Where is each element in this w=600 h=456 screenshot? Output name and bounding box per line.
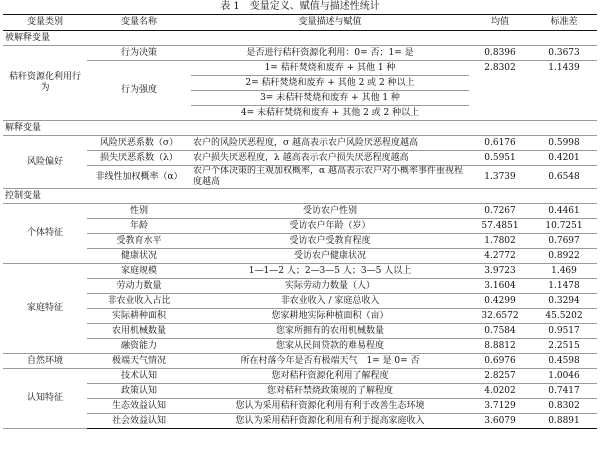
var-mean: 3.6079 — [469, 414, 531, 429]
table-row — [3, 339, 597, 354]
var-name: 非线性加权概率（α） — [87, 166, 191, 189]
var-mean: 0.6176 — [469, 136, 531, 151]
var-name: 极端天气情况 — [87, 354, 191, 369]
var-name: 政策认知 — [87, 384, 191, 399]
var-mean: 0.7584 — [469, 324, 531, 339]
var-name: 家庭规模 — [87, 264, 191, 279]
table-row — [3, 61, 597, 76]
var-mean: 8.8812 — [469, 339, 531, 354]
var-mean: 0.5951 — [469, 151, 531, 166]
group-cognition: 认知特征 — [3, 369, 87, 429]
table-row — [3, 354, 597, 369]
group-family: 家庭特征 — [3, 264, 87, 354]
var-name: 风险厌恶系数（σ） — [87, 136, 191, 151]
var-sd: 1.469 — [531, 264, 597, 279]
table-row — [3, 219, 597, 234]
group-risk: 风险偏好 — [3, 136, 87, 189]
var-sd: 1.1478 — [531, 279, 597, 294]
var-desc: 4= 未秸秆焚烧和废弃 + 其他 2 或 2 种以上 — [191, 106, 469, 121]
table-row — [3, 151, 597, 166]
var-desc: 您家所拥有的农用机械数量 — [191, 324, 469, 339]
var-desc: 您家耕地实际种植面积（亩） — [191, 309, 469, 324]
var-mean: 2.8257 — [469, 369, 531, 384]
table-header-row — [3, 15, 597, 31]
table-row — [3, 279, 597, 294]
var-sd: 0.8302 — [531, 399, 597, 414]
var-desc: 受访农户受教育程度 — [191, 234, 469, 249]
var-sd: 0.5998 — [531, 136, 597, 151]
var-desc: 所在村落今年是否有极端天气 1= 是 0= 否 — [191, 354, 469, 369]
var-desc: 农户的风险厌恶程度，σ 越高表示农户风险厌恶程度越高 — [191, 136, 469, 151]
header-description: 变量描述与赋值 — [191, 15, 469, 31]
table-row — [3, 204, 597, 219]
header-name: 变量名称 — [87, 15, 191, 31]
var-name: 实际耕种面积 — [87, 309, 191, 324]
var-sd: 0.3294 — [531, 294, 597, 309]
var-name: 受教育水平 — [87, 234, 191, 249]
var-sd: 0.7417 — [531, 384, 597, 399]
var-name: 非农业收入占比 — [87, 294, 191, 309]
var-desc: 实际劳动力数量（人） — [191, 279, 469, 294]
var-desc: 2= 秸秆焚烧和废弃 + 其他 2 或 2 种以上 — [191, 76, 469, 91]
section-control: 控制变量 — [3, 189, 597, 204]
var-mean: 0.8396 — [469, 46, 531, 61]
var-name: 损失厌恶系数（λ） — [87, 151, 191, 166]
var-desc: 受访农户健康状况 — [191, 249, 469, 264]
var-sd: 0.8922 — [531, 249, 597, 264]
var-sd: 1.0046 — [531, 369, 597, 384]
var-mean: 0.4299 — [469, 294, 531, 309]
var-name: 融资能力 — [87, 339, 191, 354]
var-sd: 0.6548 — [531, 166, 597, 189]
table-row — [3, 369, 597, 384]
table-row — [3, 234, 597, 249]
header-mean: 均值 — [469, 15, 531, 31]
var-sd: 0.8891 — [531, 414, 597, 429]
table-row — [3, 249, 597, 264]
section-row — [3, 31, 597, 46]
var-mean: 3.7129 — [469, 399, 531, 414]
var-sd: 0.9517 — [531, 324, 597, 339]
var-desc: 受访农户性别 — [191, 204, 469, 219]
var-desc: 农户损失厌恶程度，λ 越高表示农户损失厌恶程度越高 — [191, 151, 469, 166]
var-desc: 3= 未秸秆焚烧和废弃 + 其他 1 种 — [191, 91, 469, 106]
group-behavior: 秸秆资源化利用行为 — [3, 46, 87, 121]
var-sd: 0.3673 — [531, 46, 597, 61]
var-desc: 1—1—2 人；2—3—5 人；3—5 人以上 — [191, 264, 469, 279]
var-name: 生态效益认知 — [87, 399, 191, 414]
group-nature: 自然环境 — [3, 354, 87, 369]
var-desc: 农户个体决策的主观加权概率，α 越高表示农户对小概率事件重视程度越高 — [191, 166, 469, 189]
table-row — [3, 309, 597, 324]
var-mean: 1.7802 — [469, 234, 531, 249]
section-explanatory: 解释变量 — [3, 121, 597, 136]
table-row — [3, 414, 597, 429]
table-row — [3, 399, 597, 414]
var-name: 健康状况 — [87, 249, 191, 264]
var-mean: 0.6976 — [469, 354, 531, 369]
var-mean: 3.1604 — [469, 279, 531, 294]
var-sd: 1.1439 — [531, 61, 597, 121]
var-sd: 0.4598 — [531, 354, 597, 369]
var-name: 性别 — [87, 204, 191, 219]
table-row — [3, 136, 597, 151]
var-name: 行为强度 — [87, 61, 191, 121]
var-name: 劳动力数量 — [87, 279, 191, 294]
section-row — [3, 121, 597, 136]
table-row — [3, 166, 597, 189]
header-sd: 标准差 — [531, 15, 597, 31]
section-explained: 被解释变量 — [3, 31, 597, 46]
var-desc: 您对秸秆资源化利用了解程度 — [191, 369, 469, 384]
var-name: 社会效益认知 — [87, 414, 191, 429]
var-sd: 0.4461 — [531, 204, 597, 219]
var-desc: 非农业收入 / 家庭总收入 — [191, 294, 469, 309]
table-row — [3, 264, 597, 279]
header-category: 变量类别 — [3, 15, 87, 31]
var-mean: 1.3739 — [469, 166, 531, 189]
var-sd: 45.5202 — [531, 309, 597, 324]
var-mean: 2.8302 — [469, 61, 531, 121]
var-mean: 4.2772 — [469, 249, 531, 264]
var-sd: 2.2515 — [531, 339, 597, 354]
var-desc: 您认为采用秸秆资源化利用有利于提高家庭收入 — [191, 414, 469, 429]
var-name: 年龄 — [87, 219, 191, 234]
var-name: 农用机械数量 — [87, 324, 191, 339]
var-desc: 受访农户年龄（岁） — [191, 219, 469, 234]
var-mean: 3.9723 — [469, 264, 531, 279]
var-mean: 32.6572 — [469, 309, 531, 324]
variable-statistics-table — [3, 14, 597, 429]
var-mean: 57.4851 — [469, 219, 531, 234]
var-desc: 您家从民间贷款的难易程度 — [191, 339, 469, 354]
var-desc: 您对秸秆禁烧政策规的了解程度 — [191, 384, 469, 399]
var-desc: 是否进行秸秆资源化利用：0= 否；1= 是 — [191, 46, 469, 61]
section-row — [3, 189, 597, 204]
group-individual: 个体特征 — [3, 204, 87, 264]
table-title: 表 1 变量定义、赋值与描述性统计 — [220, 1, 380, 12]
var-desc: 1= 秸秆焚烧和废弃 + 其他 1 种 — [191, 61, 469, 76]
var-mean: 0.7267 — [469, 204, 531, 219]
table-row — [3, 294, 597, 309]
var-sd: 0.7697 — [531, 234, 597, 249]
var-name: 行为决策 — [87, 46, 191, 61]
table-row — [3, 384, 597, 399]
var-name: 技术认知 — [87, 369, 191, 384]
var-sd: 10.7251 — [531, 219, 597, 234]
var-desc: 您认为采用秸秆资源化利用有利于改善生态环境 — [191, 399, 469, 414]
table-row — [3, 46, 597, 61]
table-row — [3, 324, 597, 339]
var-mean: 4.0202 — [469, 384, 531, 399]
var-sd: 0.4201 — [531, 151, 597, 166]
